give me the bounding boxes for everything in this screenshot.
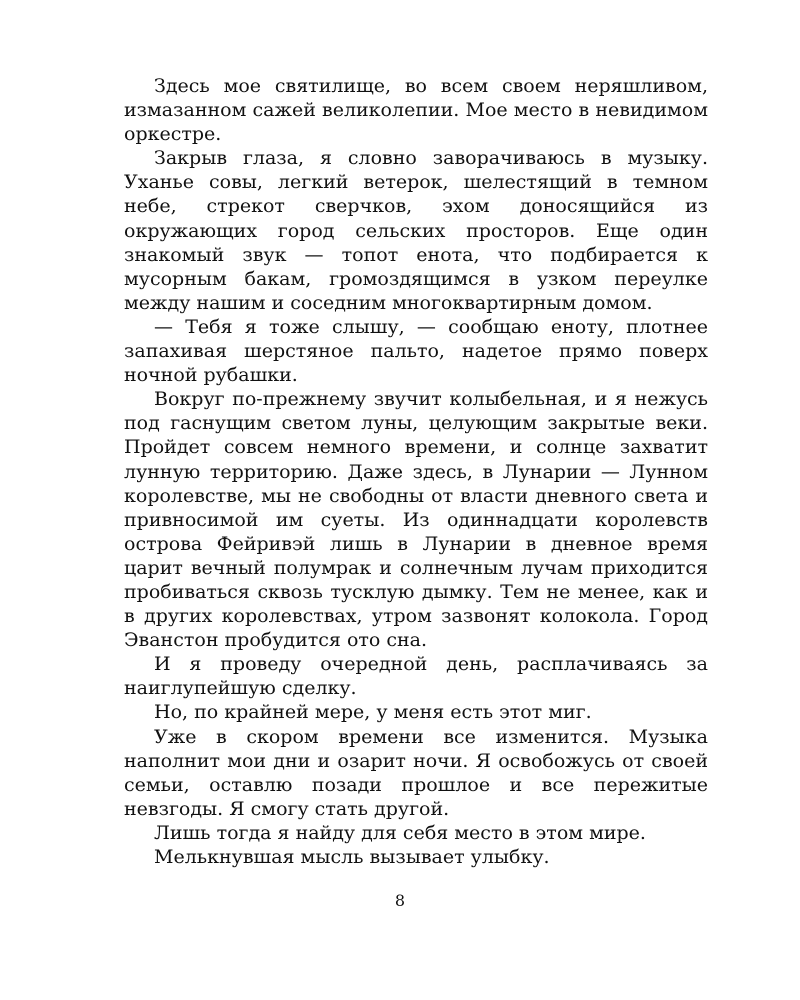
paragraph-2: Закрыв глаза, я словно заворачиваюсь в музыку. Уханье совы, легкий ветерок, шелестящий в темном небе, стрекот сверчков, эхом доносящийся из окружающих город сельских просторов. Еще один знакомый звук — топот енота, что подбирается к мусорным бакам, громоздящимся в узком переулке между нашим и соседним многоквартирным домом. [124, 147, 708, 314]
paragraph-9: Мелькнувшая мысль вызывает улыбку. [154, 846, 550, 868]
paragraph-7: Уже в скором времени все изменится. Музыка наполнит мои дни и озарит ночи. Я освобожусь от своей семьи, оставлю позади прошлое и все пережитые невзгоды. Я смогу стать другой. [124, 725, 708, 820]
paragraph-4: Вокруг по-прежнему звучит колыбельная, и я нежусь под гаснущим светом луны, целующим закрытые веки. Пройдет совсем немного времени, и солнце захватит лунную территорию. Даже здесь, в Лунарии — Лунном королевстве, мы не свободны от власти дневного света и привносимой им суеты. Из одиннадцати королевств острова Фейривэй лишь в Лунарии в дневное время царит вечный полумрак и солнечным лучам приходится пробиваться сквозь тусклую дымку. Тем не менее, как и в других королевствах, утром зазвонят колокола. Город Эванстон пробудится ото сна. [124, 388, 708, 652]
paragraph-1: Здесь мое святилище, во всем своем неряшливом, измазанном сажей великолепии. Мое место в невидимом оркестре. [124, 75, 708, 146]
paragraph-5: И я проведу очередной день, расплачиваясь за наиглупейшую сделку. [124, 653, 708, 700]
paragraph-8: Лишь тогда я найду для себя место в этом мире. [154, 821, 646, 844]
paragraph-3: — Тебя я тоже слышу, — сообщаю еноту, плотнее запахивая шерстяное пальто, надетое прямо поверх ночной рубашки. [124, 315, 708, 387]
page-body [124, 74, 708, 869]
paragraph-6: Но, по крайней мере, у меня есть этот миг. [154, 701, 592, 724]
page-number: 8 [394, 891, 406, 910]
